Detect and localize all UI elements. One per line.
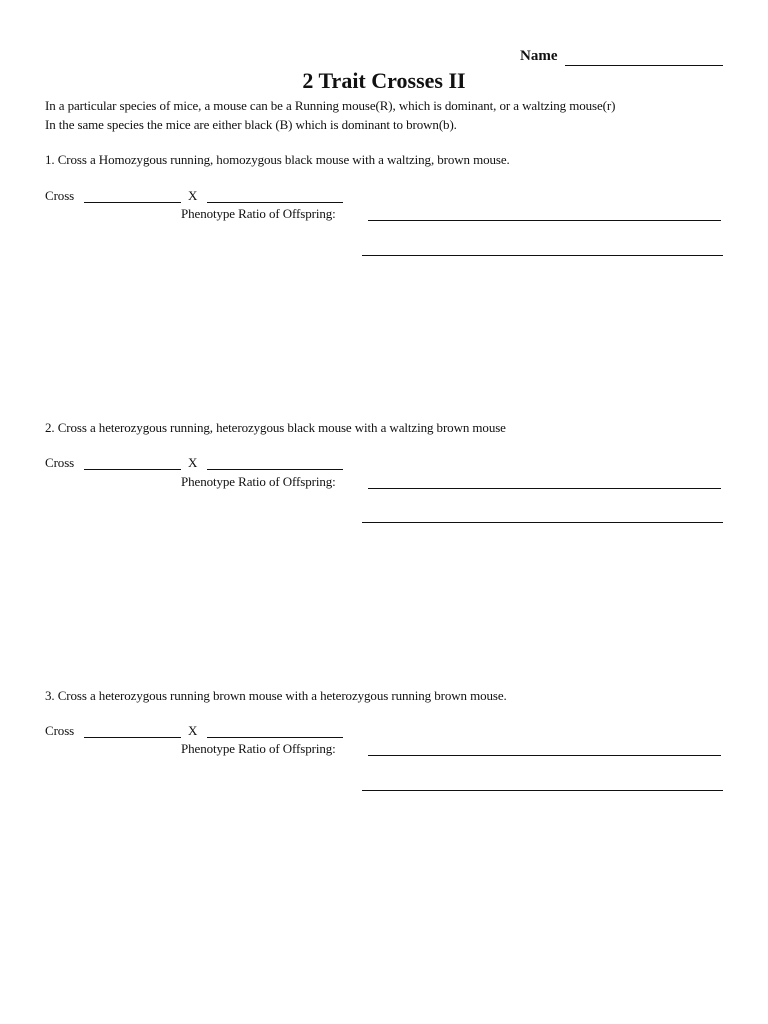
question-3-cross-label: Cross [45, 723, 75, 738]
question-1-phenotype-blank-2[interactable] [362, 255, 723, 256]
question-1-parent-2-blank[interactable] [207, 202, 343, 203]
question-1-parent-1-blank[interactable] [84, 202, 181, 203]
question-2-parent-1-blank[interactable] [84, 469, 181, 470]
question-1-x-label: X [188, 188, 198, 203]
question-3-parent-1-blank[interactable] [84, 737, 181, 738]
question-1-phenotype-blank-1[interactable] [368, 220, 721, 221]
question-1-cross-label: Cross [45, 188, 75, 203]
intro-line-1: In a particular species of mice, a mouse can be a Running mouse(R), which is dominant, or a waltzing mouse(r) [45, 98, 616, 113]
name-label: Name [520, 48, 558, 64]
question-3-prompt: 3. Cross a heterozygous running brown mouse with a heterozygous running brown mouse. [45, 688, 507, 703]
question-2-phenotype-blank-2[interactable] [362, 522, 723, 523]
question-3-phenotype-label: Phenotype Ratio of Offspring: [181, 741, 336, 756]
question-1-prompt: 1. Cross a Homozygous running, homozygous black mouse with a waltzing, brown mouse. [45, 152, 510, 167]
question-3-x-label: X [188, 723, 198, 738]
page-title: 2 Trait Crosses II [302, 68, 466, 93]
question-2-cross-label: Cross [45, 455, 75, 470]
question-2-prompt: 2. Cross a heterozygous running, heterozygous black mouse with a waltzing brown mouse [45, 420, 506, 435]
question-2-parent-2-blank[interactable] [207, 469, 343, 470]
question-1-phenotype-label: Phenotype Ratio of Offspring: [181, 206, 336, 221]
question-3-phenotype-blank-2[interactable] [362, 790, 723, 791]
intro-line-2: In the same species the mice are either black (B) which is dominant to brown(b). [45, 117, 457, 132]
question-2-x-label: X [188, 455, 198, 470]
name-field[interactable] [565, 65, 723, 66]
question-3-parent-2-blank[interactable] [207, 737, 343, 738]
question-2-phenotype-blank-1[interactable] [368, 488, 721, 489]
question-3-phenotype-blank-1[interactable] [368, 755, 721, 756]
question-2-phenotype-label: Phenotype Ratio of Offspring: [181, 474, 336, 489]
